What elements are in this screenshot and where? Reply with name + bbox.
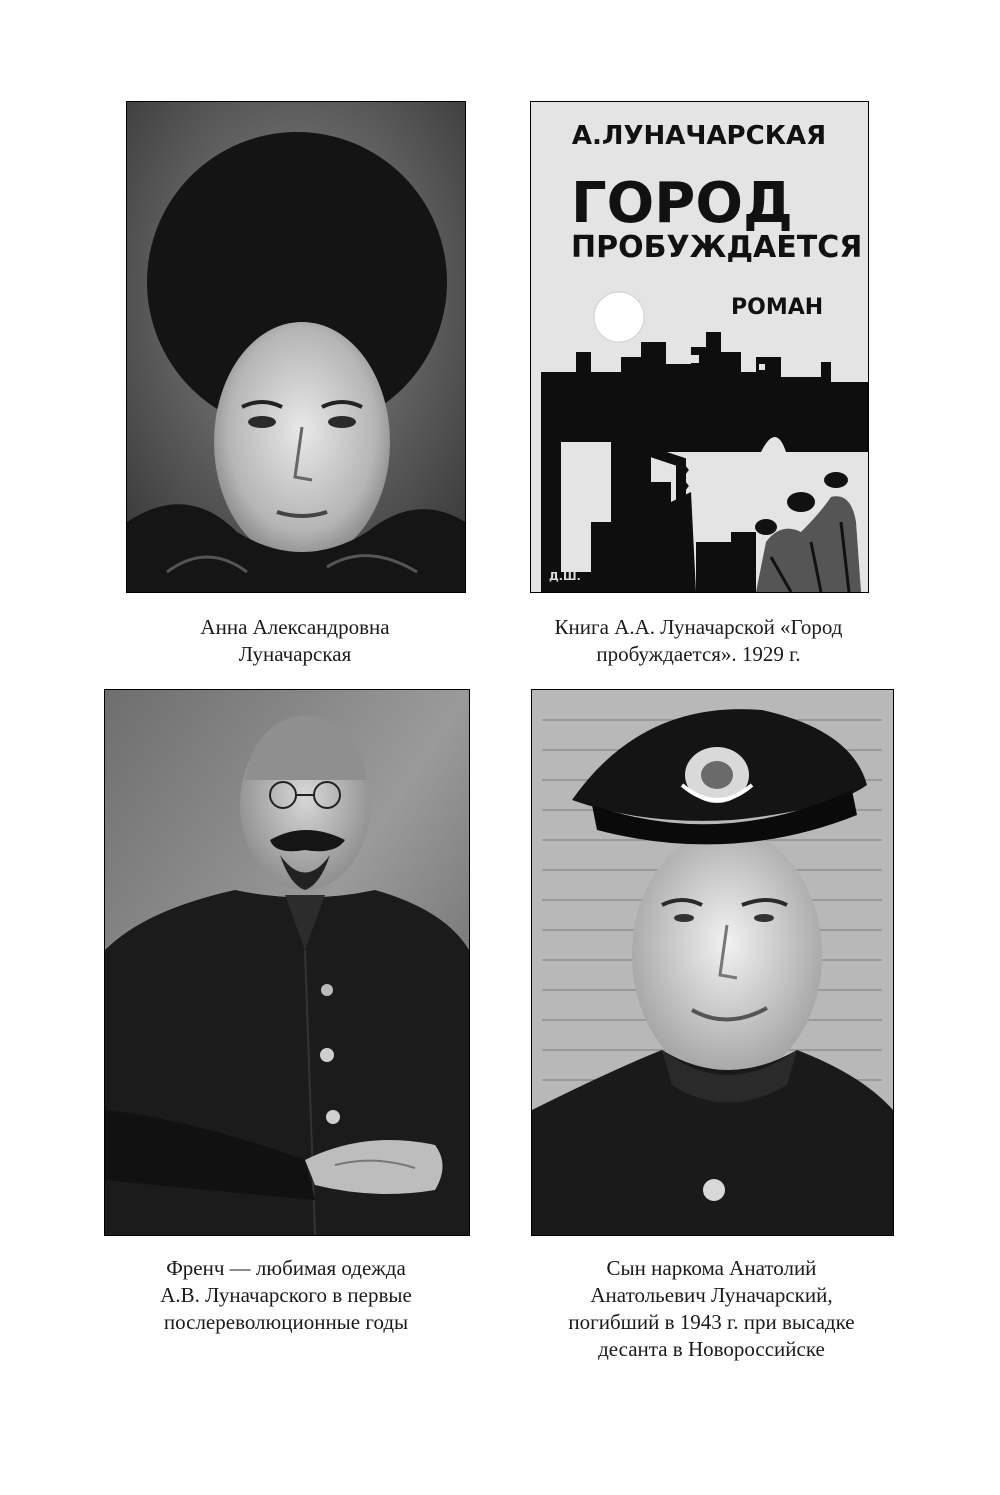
caption-line: Анатольевич Луначарский,: [590, 1283, 833, 1307]
caption-line: Френч — любимая одежда: [166, 1256, 406, 1280]
caption-line: А.В. Луначарского в первые: [160, 1283, 412, 1307]
book-cover-image: [531, 102, 868, 592]
cover-author: А.ЛУНАЧАРСКАЯ: [571, 121, 827, 151]
photo-book-cover: [530, 101, 869, 593]
caption-av-lunacharsky: [104, 1255, 468, 1336]
caption-anna-lunacharskaya: [126, 614, 464, 668]
caption-line: пробуждается». 1929 г.: [596, 642, 801, 666]
portrait-sailor-image: [532, 690, 893, 1235]
caption-line: Книга А.А. Луначарской «Город: [554, 615, 843, 639]
photo-av-lunacharsky: [104, 689, 470, 1236]
cover-title-line2: ПРОБУЖДАЕТСЯ: [571, 230, 863, 265]
caption-line: Анна Александровна: [200, 615, 390, 639]
caption-line: погибший в 1943 г. при высадке: [568, 1310, 855, 1334]
cover-genre: РОМАН: [731, 295, 824, 320]
cover-title-line1: ГОРОД: [571, 171, 793, 236]
caption-line: Сын наркома Анатолий: [606, 1256, 817, 1280]
caption-book-cover: [500, 614, 897, 668]
cover-artist-mark: Д.Ш.: [549, 570, 581, 583]
photo-anatoly-lunacharsky: [531, 689, 894, 1236]
caption-anatoly-lunacharsky: [511, 1255, 912, 1363]
caption-line: Луначарская: [238, 642, 352, 666]
portrait-woman-image: [127, 102, 465, 592]
photo-anna-lunacharskaya: [126, 101, 466, 593]
caption-line: десанта в Новороссийске: [598, 1337, 825, 1361]
caption-line: послереволюционные годы: [163, 1310, 409, 1334]
portrait-man-french-jacket-image: [105, 690, 469, 1235]
